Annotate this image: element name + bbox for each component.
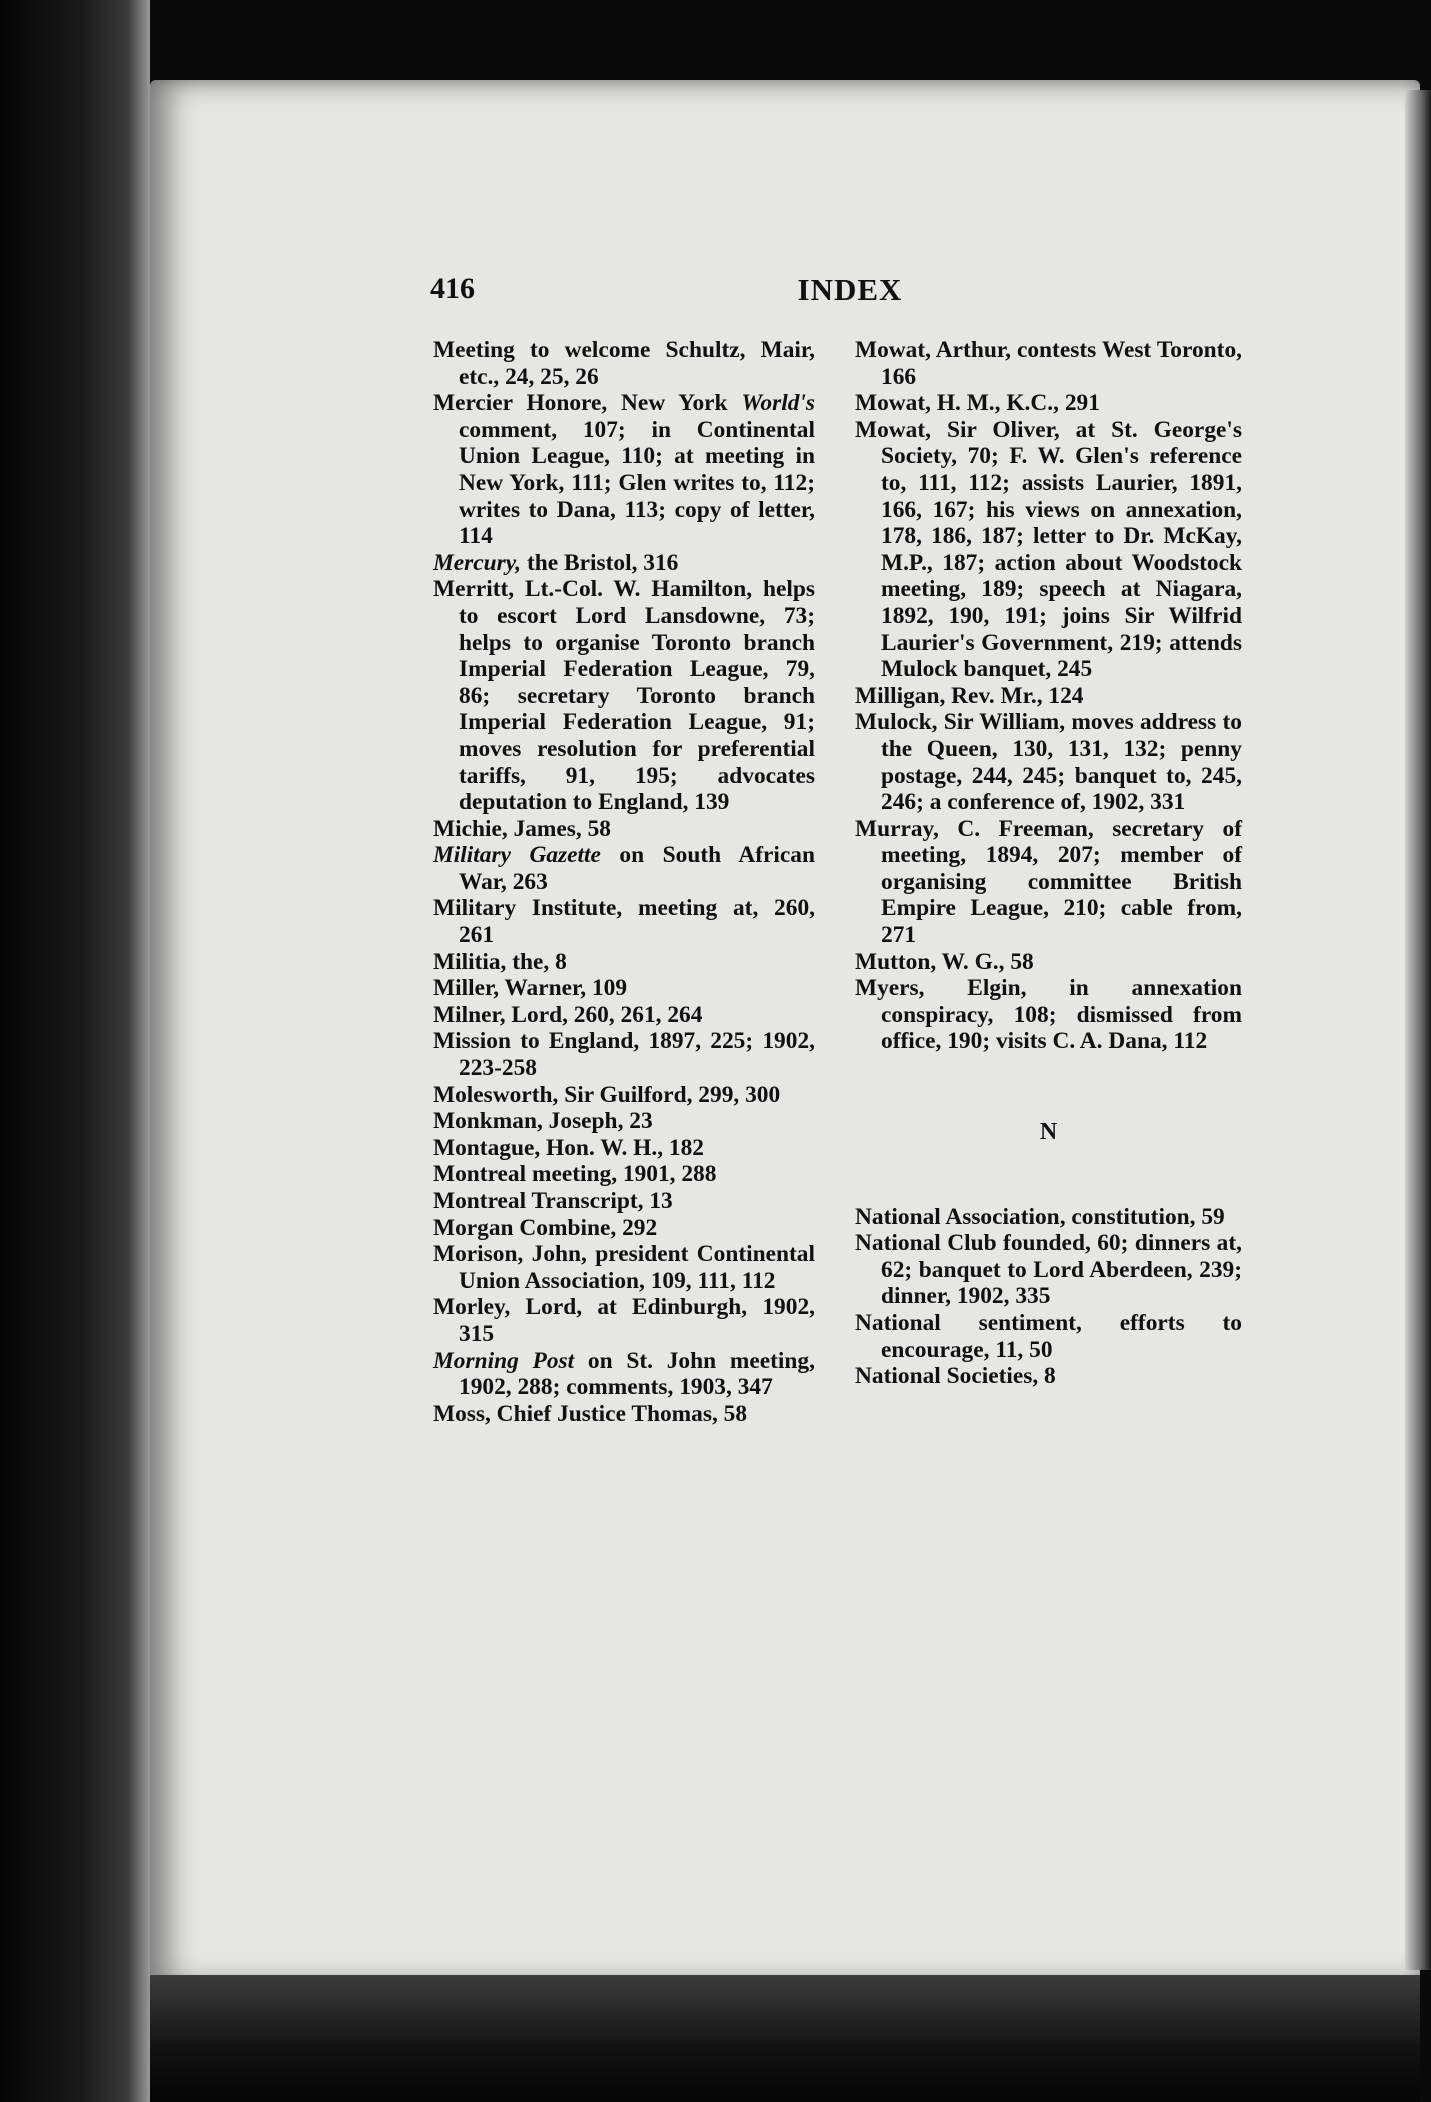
index-entry xyxy=(433,1188,815,1215)
index-entry xyxy=(855,1230,1242,1310)
index-entry-text: Molesworth, Sir Guilford, 299, 300 xyxy=(433,1081,781,1108)
page-edge-bottom xyxy=(150,1975,1420,2102)
index-entry xyxy=(855,949,1242,976)
index-entry-text: Montreal meeting, 1901, 288 xyxy=(433,1161,717,1188)
index-entry xyxy=(433,842,815,895)
index-entry xyxy=(433,576,815,815)
index-entry-text: Meeting to welcome Schultz, Mair, etc., 24, 25, 26 xyxy=(433,337,815,390)
index-entry-text: Montreal Transcript, 13 xyxy=(433,1188,673,1214)
index-entry-text: Milligan, Rev. Mr., 124 xyxy=(855,682,1084,709)
index-entry xyxy=(855,1204,1242,1231)
index-entry xyxy=(433,1082,815,1109)
page-title: INDEX xyxy=(797,272,903,307)
index-entry xyxy=(433,337,815,390)
index-entry xyxy=(855,683,1242,710)
index-column-left xyxy=(433,337,815,1427)
index-entry-text: Military Institute, meeting at, 260, 261 xyxy=(433,895,815,949)
index-entry xyxy=(855,1363,1242,1390)
index-entry xyxy=(433,1028,815,1081)
index-entry xyxy=(855,417,1242,683)
index-entry xyxy=(433,816,815,843)
index-entry-title-italic: Mercury, xyxy=(433,549,522,576)
index-entry-text: the Bristol, 316 xyxy=(521,549,679,576)
index-entry xyxy=(433,390,815,550)
index-entry-text: National sentiment, efforts to encourage, 11, 50 xyxy=(855,1310,1242,1363)
page-edge-right xyxy=(1405,90,1431,1970)
index-entry-text: Merritt, Lt.-Col. W. Hamilton, helps to escort Lord Lansdowne, 73; helps to organise Toronto branch Imperial Federation League, 79, 86; secretary Toronto branch Imperial Federation League, 91; moves resolution for preferential tariffs, 91, 195; advocates deputation to England, 139 xyxy=(433,576,815,816)
index-entry-text: Mowat, Arthur, contests West Toronto, 166 xyxy=(855,337,1242,390)
index-entry xyxy=(433,550,815,577)
index-entry xyxy=(433,1241,815,1294)
index-entry-text: Morgan Combine, 292 xyxy=(433,1214,658,1241)
index-entry xyxy=(433,949,815,976)
index-entry-text: Mercier Honore, New York xyxy=(433,390,742,417)
index-entry xyxy=(855,975,1242,1055)
index-entry-text: National Club founded, 60; dinners at, 62; banquet to Lord Aberdeen, 239; dinner, 1902, 335 xyxy=(855,1230,1242,1310)
index-entry-title-italic: World's xyxy=(741,390,815,417)
index-entry-text: Myers, Elgin, in annexation conspiracy, 108; dismissed from office, 190; visits C. A. Dana, 112 xyxy=(855,975,1242,1055)
index-entry xyxy=(433,1161,815,1188)
index-entry-text: Monkman, Joseph, 23 xyxy=(433,1108,653,1135)
index-entry xyxy=(433,895,815,948)
index-entry-text: comment, 107; in Continental Union League, 110; at meeting in New York, 111; Glen writes to, 112; writes to Dana, 113; copy of letter, 114 xyxy=(459,416,815,550)
index-entry xyxy=(855,1310,1242,1363)
index-section-n xyxy=(855,1204,1242,1390)
book-spine-shadow xyxy=(0,0,150,2102)
index-entry xyxy=(433,975,815,1002)
index-entry-text: Murray, C. Freeman, secretary of meeting, 1894, 207; member of organising committee British Empire League, 210; cable from, 271 xyxy=(855,815,1242,949)
index-entry-title-italic: Morning Post xyxy=(433,1347,575,1374)
index-entry-text: National Association, constitution, 59 xyxy=(855,1203,1225,1230)
index-entry-text: Moss, Chief Justice Thomas, 58 xyxy=(433,1400,748,1427)
index-entry xyxy=(433,1215,815,1242)
index-entry xyxy=(855,337,1242,390)
index-entry xyxy=(855,390,1242,417)
index-entry xyxy=(433,1108,815,1135)
index-entry-text: Montague, Hon. W. H., 182 xyxy=(433,1134,704,1161)
page-number: 416 xyxy=(430,272,475,305)
index-entry-text: on South African War, 263 xyxy=(459,842,815,895)
index-entry-text: Morley, Lord, at Edinburgh, 1902, 315 xyxy=(433,1294,815,1347)
index-entry xyxy=(855,816,1242,949)
index-entry-text: Mutton, W. G., 58 xyxy=(855,948,1034,975)
index-entry xyxy=(433,1002,815,1029)
index-entry-text: on St. John meeting, 1902, 288; comments, 1903, 347 xyxy=(459,1347,815,1401)
index-entry-text: Mulock, Sir William, moves address to the Queen, 130, 131, 132; penny postage, 244, 245; banquet to, 245, 246; a conference of, 1902, 331 xyxy=(855,709,1242,816)
section-letter: N xyxy=(1039,1119,1058,1146)
index-entry-text: National Societies, 8 xyxy=(855,1363,1056,1390)
index-entry-text: Miller, Warner, 109 xyxy=(433,975,628,1002)
index-entry-title-italic: Military Gazette xyxy=(433,842,601,869)
index-section-m xyxy=(855,337,1242,1055)
index-entry-text: Militia, the, 8 xyxy=(433,948,567,975)
index-column-right xyxy=(855,337,1242,1390)
index-entry-text: Mowat, H. M., K.C., 291 xyxy=(855,390,1100,417)
index-entry xyxy=(433,1135,815,1162)
index-entry xyxy=(855,709,1242,815)
index-entry-text: Mowat, Sir Oliver, at St. George's Society, 70; F. W. Glen's reference to, 111, 112; assists Laurier, 1891, 166, 167; his views on annexation, 178, 186, 187; letter to Dr. McKay, M.P., 187; action about Woodstock meeting, 189; speech at Niagara, 1892, 190, 191; joins Sir Wilfrid Laurier's Government, 219; attends Mulock banquet, 245 xyxy=(855,416,1242,683)
index-entry xyxy=(433,1348,815,1401)
index-entry xyxy=(433,1401,815,1428)
index-entry-text: Mission to England, 1897, 225; 1902, 223-258 xyxy=(433,1028,815,1082)
index-entry xyxy=(433,1294,815,1347)
index-entry-text: Morison, John, president Continental Union Association, 109, 111, 112 xyxy=(433,1241,815,1294)
page-header xyxy=(430,272,1250,312)
index-entry-text: Milner, Lord, 260, 261, 264 xyxy=(433,1001,703,1028)
index-entry-text: Michie, James, 58 xyxy=(433,815,611,842)
